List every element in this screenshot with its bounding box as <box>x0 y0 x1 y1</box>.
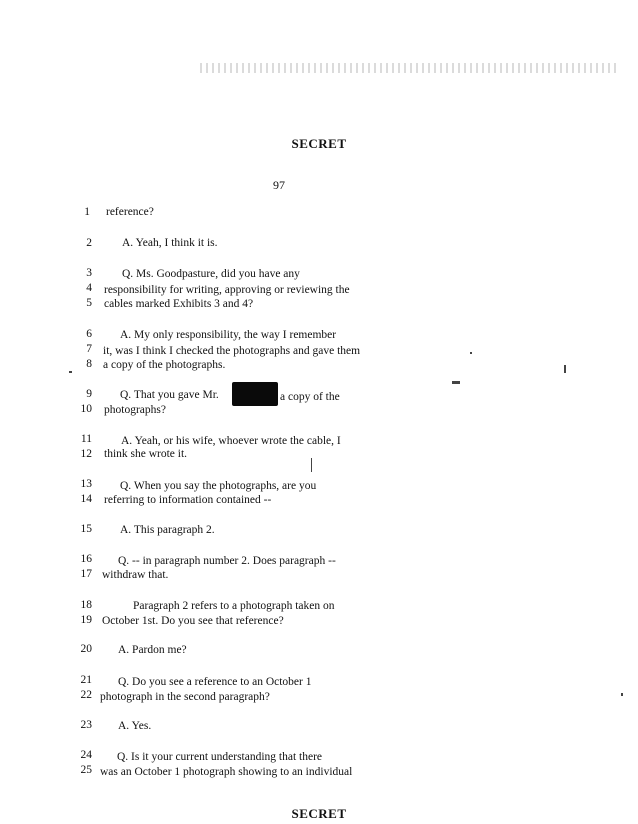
line-number: 15 <box>80 523 92 535</box>
line-number: 1 <box>84 206 90 218</box>
line-text: A. Yes. <box>118 720 152 732</box>
line-text: referring to information contained -- <box>104 494 272 506</box>
line-text: photographs? <box>104 404 166 416</box>
line-number: 16 <box>80 553 92 565</box>
line-number: 6 <box>86 328 92 340</box>
line-number: 14 <box>80 493 92 505</box>
footer-classification: SECRET <box>291 806 347 821</box>
line-number: 2 <box>86 237 92 249</box>
line-number: 10 <box>80 403 92 415</box>
line-text: think she wrote it. <box>104 448 188 460</box>
line-text: A. My only responsibility, the way I remember <box>120 329 337 341</box>
header-classification: SECRET <box>291 136 347 151</box>
line-text: Q. When you say the photographs, are you <box>120 480 317 492</box>
line-number: 17 <box>80 568 92 580</box>
line-text: A. Yeah, I think it is. <box>122 237 218 249</box>
line-number: 7 <box>86 343 92 355</box>
line-text: Paragraph 2 refers to a photograph taken on <box>133 600 335 612</box>
line-number: 22 <box>80 689 92 701</box>
line-number: 8 <box>86 358 92 370</box>
line-number: 13 <box>80 478 92 490</box>
line-text: cables marked Exhibits 3 and 4? <box>104 298 254 310</box>
line-number: 5 <box>86 297 92 309</box>
scan-speck <box>564 365 566 373</box>
scan-speck <box>69 371 72 373</box>
line-text: A. Pardon me? <box>118 644 187 656</box>
line-number: 23 <box>80 719 92 731</box>
line-text: Q. Do you see a reference to an October 1 <box>118 676 312 688</box>
line-text: Q. Ms. Goodpasture, did you have any <box>122 268 300 280</box>
page-number: 97 <box>273 178 285 192</box>
scan-artifact <box>200 63 620 73</box>
line-number: 25 <box>80 764 92 776</box>
line-text: was an October 1 photograph showing to an individual <box>100 766 353 778</box>
line-text: it, was I think I checked the photographs and gave them <box>103 345 361 357</box>
line-text: Q. Is it your current understanding that there <box>117 751 323 763</box>
line-text: withdraw that. <box>102 569 169 581</box>
line-number: 19 <box>80 614 92 626</box>
line-text: Q. -- in paragraph number 2. Does paragraph -- <box>118 555 336 567</box>
line-text: A. Yeah, or his wife, whoever wrote the cable, I <box>121 435 341 447</box>
line-text: Q. That you gave Mr. <box>120 389 219 401</box>
line-number: 18 <box>80 599 92 611</box>
line-text: reference? <box>106 206 154 218</box>
line-text: a copy of the photographs. <box>103 359 226 371</box>
line-text: photograph in the second paragraph? <box>100 691 270 703</box>
line-number: 24 <box>80 749 92 761</box>
line-number: 21 <box>80 674 92 686</box>
line-number: 4 <box>86 282 92 294</box>
line-number: 20 <box>80 643 92 655</box>
line-text: October 1st. Do you see that reference? <box>102 615 284 627</box>
line-text: responsibility for writing, approving or reviewing the <box>104 284 350 296</box>
line-number: 11 <box>80 433 92 445</box>
line-number: 9 <box>86 388 92 400</box>
scan-speck <box>621 693 623 696</box>
line-number: 3 <box>86 267 92 279</box>
line-number: 12 <box>80 448 92 460</box>
redaction-block <box>232 382 278 406</box>
line-text: A. This paragraph 2. <box>120 524 215 536</box>
scan-speck <box>311 458 312 472</box>
line-text: a copy of the <box>280 391 340 403</box>
scan-speck <box>470 352 472 354</box>
scan-speck <box>452 381 460 384</box>
